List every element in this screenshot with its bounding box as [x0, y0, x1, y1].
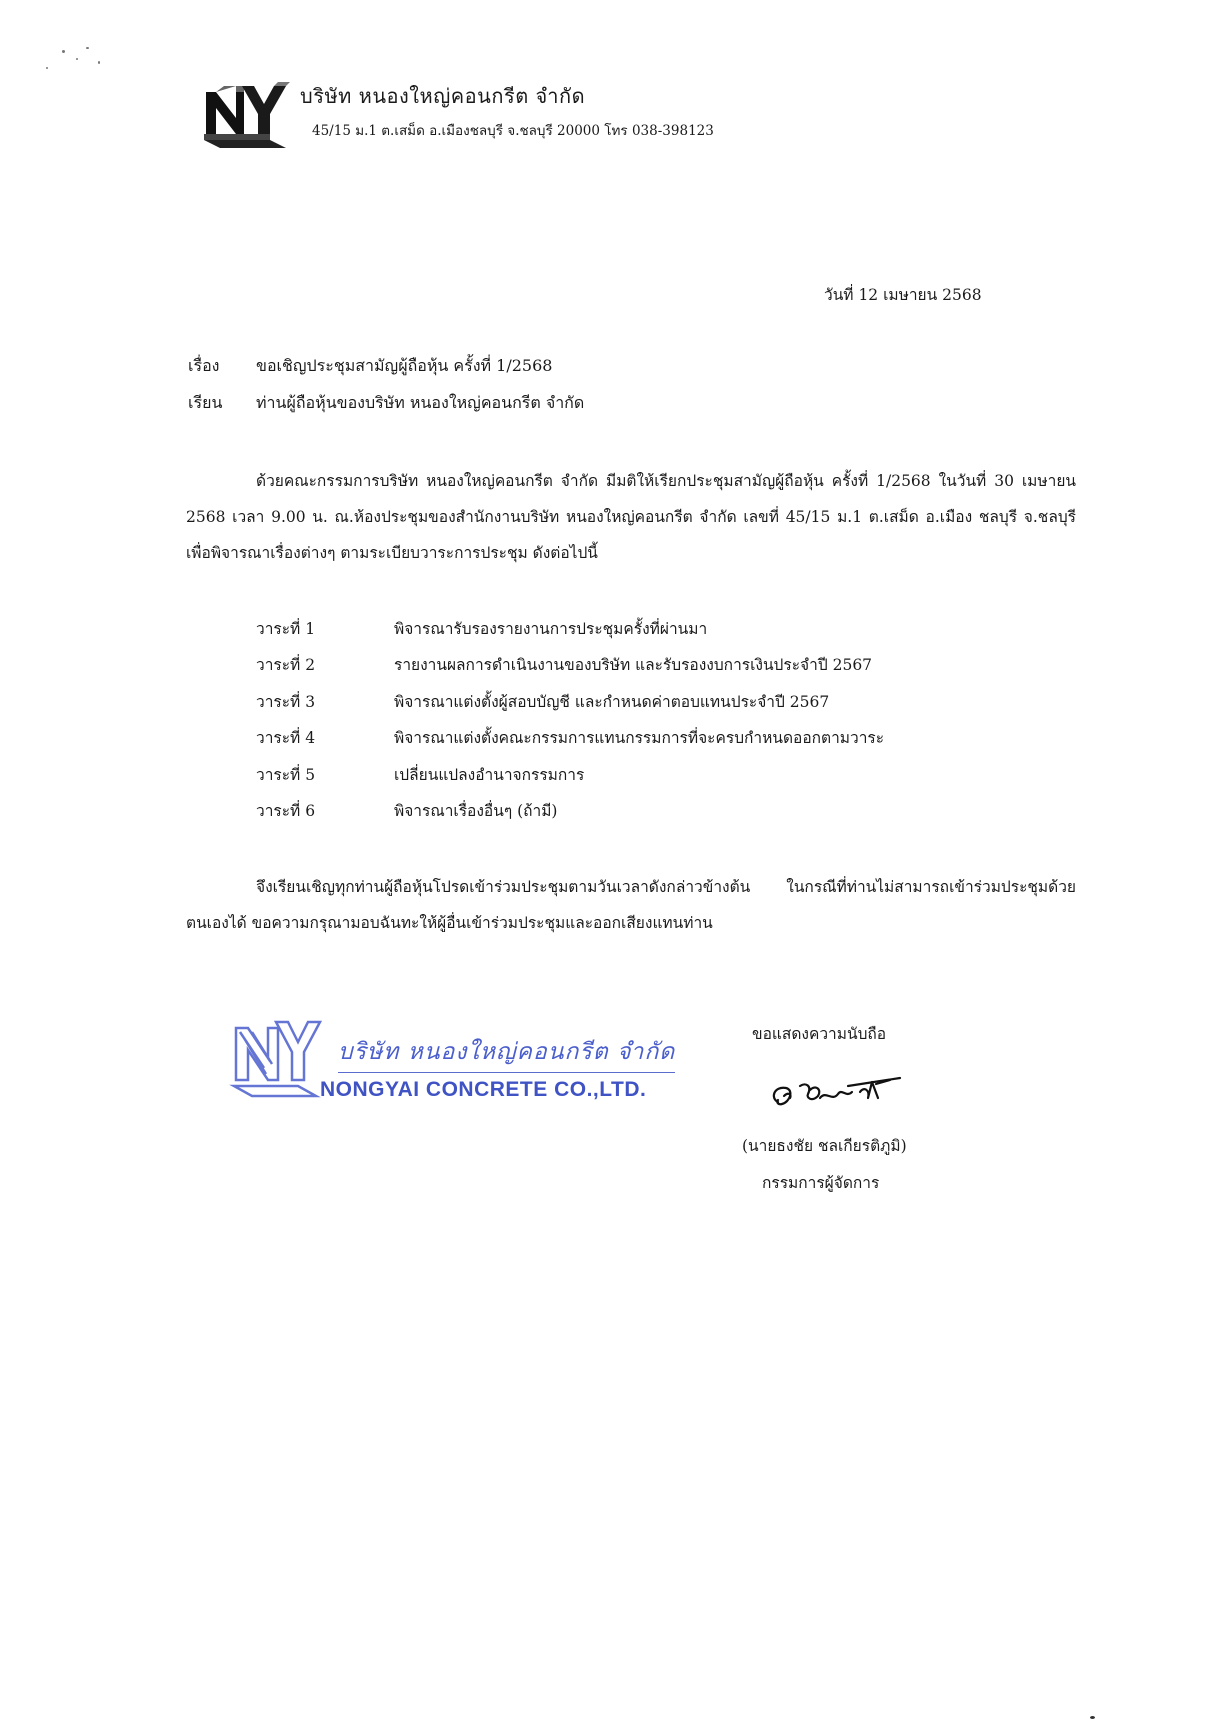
agenda-item	[256, 793, 884, 830]
subject-text: ขอเชิญประชุมสามัญผู้ถือหุ้น ครั้งที่ 1/2568	[256, 356, 553, 375]
handwritten-signature	[760, 1068, 930, 1128]
agenda-item	[256, 720, 884, 757]
agenda-item	[256, 647, 884, 684]
scan-speck	[46, 67, 48, 69]
agenda-number: วาระที่ 5	[256, 765, 316, 784]
body-paragraph: ด้วยคณะกรรมการบริษัท หนองใหญ่คอนกรีต จำกัด มีมติให้เรียกประชุมสามัญผู้ถือหุ้น ครั้งที่ 1/2568 ในวันที่ 30 เมษายน 2568 เวลา 9.00 น. ณ.ห้องประชุมของสำนักงานบริษัท หนองใหญ่คอนกรีต จำกัด เลขที่ 45/15 ม.1 ต.เสม็ด อ.เมือง ชลบุรี จ.ชลบุรี เพื่อพิจารณาเรื่องต่างๆ ตามระเบียบวาระการประชุม ดังต่อไปนี้	[186, 472, 1076, 562]
scan-speck	[98, 61, 100, 64]
recipient-text: ท่านผู้ถือหุ้นของบริษัท หนองใหญ่คอนกรีต จำกัด	[256, 393, 585, 412]
agenda-text: พิจารณารับรองรายงานการประชุมครั้งที่ผ่านมา	[394, 619, 708, 638]
scan-speck	[86, 47, 89, 49]
letter-date: วันที่ 12 เมษายน 2568	[824, 286, 982, 304]
stamp-logo	[228, 1008, 324, 1104]
agenda-item	[256, 683, 884, 720]
closing-paragraph: จึงเรียนเชิญทุกท่านผู้ถือหุ้นโปรดเข้าร่วมประชุมตามวันเวลาดังกล่าวข้างต้น ในกรณีที่ท่านไม่สามารถเข้าร่วมประชุมด้วยตนเองได้ ขอความกรุณามอบฉันทะให้ผู้อื่นเข้าร่วมประชุมและออกเสียงแทนท่าน	[186, 878, 1076, 932]
agenda-number: วาระที่ 4	[256, 729, 316, 748]
stamp-english-text: NONGYAI CONCRETE CO.,LTD.	[320, 1078, 647, 1101]
signer-name: (นายธงชัย ชลเกียรติภูมิ)	[742, 1137, 907, 1155]
recipient-label: เรียน	[188, 393, 223, 412]
agenda-number: วาระที่ 1	[256, 619, 316, 638]
subject-label: เรื่อง	[188, 356, 220, 375]
stamp-thai-text: บริษัท หนองใหญ่คอนกรีต จำกัด	[338, 1034, 675, 1073]
agenda-text: พิจารณาเรื่องอื่นๆ (ถ้ามี)	[394, 802, 558, 821]
scan-speck	[76, 58, 78, 60]
agenda-text: พิจารณาแต่งตั้งคณะกรรมการแทนกรรมการที่จะครบกำหนดออกตามวาระ	[394, 729, 885, 748]
signer-title: กรรมการผู้จัดการ	[762, 1174, 880, 1192]
agenda-text: รายงานผลการดำเนินงานของบริษัท และรับรองงบการเงินประจำปี 2567	[394, 656, 873, 675]
closing-salutation: ขอแสดงความนับถือ	[752, 1025, 887, 1043]
agenda-text: พิจารณาแต่งตั้งผู้สอบบัญชี และกำหนดค่าตอบแทนประจำปี 2567	[394, 692, 830, 711]
agenda-item	[256, 610, 884, 647]
agenda-list	[256, 610, 884, 829]
agenda-text: เปลี่ยนแปลงอำนาจกรรมการ	[394, 765, 585, 784]
scan-speck	[1090, 1716, 1095, 1719]
company-logo	[200, 78, 294, 154]
agenda-number: วาระที่ 2	[256, 656, 316, 675]
agenda-number: วาระที่ 6	[256, 802, 316, 821]
agenda-number: วาระที่ 3	[256, 692, 316, 711]
company-address: 45/15 ม.1 ต.เสม็ด อ.เมืองชลบุรี จ.ชลบุรี 20000 โทร 038-398123	[312, 123, 714, 139]
scan-speck	[62, 50, 65, 53]
agenda-item	[256, 756, 884, 793]
company-name: บริษัท หนองใหญ่คอนกรีต จำกัด	[300, 84, 586, 108]
